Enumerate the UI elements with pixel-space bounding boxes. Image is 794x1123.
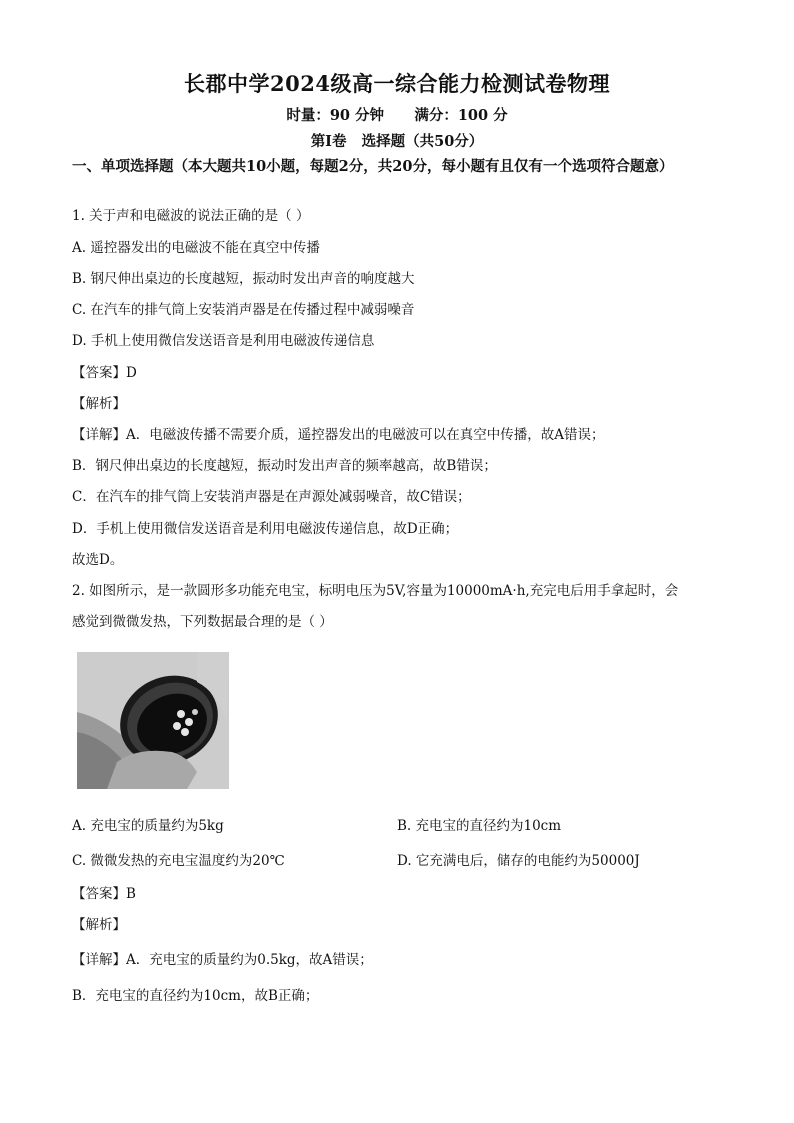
exam-title: 长郡中学2024级高一综合能力检测试卷物理 <box>184 71 610 96</box>
q1-option-a: A. 遥控器发出的电磁波不能在真空中传播 <box>72 240 320 256</box>
q2-stem-line2: 感觉到微微发热，下列数据最合理的是（ ） <box>72 614 333 630</box>
q2-detail-a: 【详解】A．充电宝的质量约为0.5kg，故A错误； <box>72 952 373 968</box>
q1-answer: 【答案】D <box>72 365 137 381</box>
q2-option-b: B. 充电宝的直径约为10cm <box>397 818 562 834</box>
q2-option-d: D. 它充满电后，储存的电能约为50000J <box>397 853 640 869</box>
q2-detail-b: B．充电宝的直径约为10cm，故B正确； <box>72 988 319 1004</box>
q1-option-d: D. 手机上使用微信发送语音是利用电磁波传递信息 <box>72 333 375 349</box>
q1-stem: 1. 关于声和电磁波的说法正确的是（ ） <box>72 208 310 224</box>
q1-detail-b: B．钢尺伸出桌边的长度越短，振动时发出声音的频率越高，故B错误； <box>72 458 497 474</box>
q1-detail-d: D．手机上使用微信发送语音是利用电磁波传递信息，故D正确； <box>72 521 459 537</box>
q2-analysis-label: 【解析】 <box>72 917 126 933</box>
q1-analysis-label: 【解析】 <box>72 396 126 412</box>
q2-stem-line1: 2. 如图所示，是一款圆形多功能充电宝，标明电压为5V,容量为10000mA·h,充完电后用手拿起时，会 <box>72 583 679 599</box>
q1-detail-c: C．在汽车的排气筒上安装消声器是在声源处减弱噪音，故C错误； <box>72 489 471 505</box>
q1-option-b: B. 钢尺伸出桌边的长度越短，振动时发出声音的响度越大 <box>72 271 415 287</box>
section-title: 第Ⅰ卷 选择题（共50分） <box>310 133 484 150</box>
q1-option-c: C. 在汽车的排气筒上安装消声器是在传播过程中减弱噪音 <box>72 302 415 318</box>
q2-option-c: C. 微微发热的充电宝温度约为20℃ <box>72 853 285 869</box>
q2-option-a: A. 充电宝的质量约为5kg <box>72 818 224 834</box>
q2-answer: 【答案】B <box>72 886 136 902</box>
power-bank-photo <box>77 652 229 789</box>
q1-detail-a: 【详解】A．电磁波传播不需要介质，遥控器发出的电磁波可以在真空中传播，故A错误； <box>72 427 605 443</box>
q1-conclusion: 故选D。 <box>72 552 124 568</box>
exam-time-score: 时量：90 分钟 满分：100 分 <box>286 107 508 124</box>
part-heading: 一、单项选择题（本大题共10小题，每题2分，共20分，每小题有且仅有一个选项符合题意） <box>72 158 674 175</box>
